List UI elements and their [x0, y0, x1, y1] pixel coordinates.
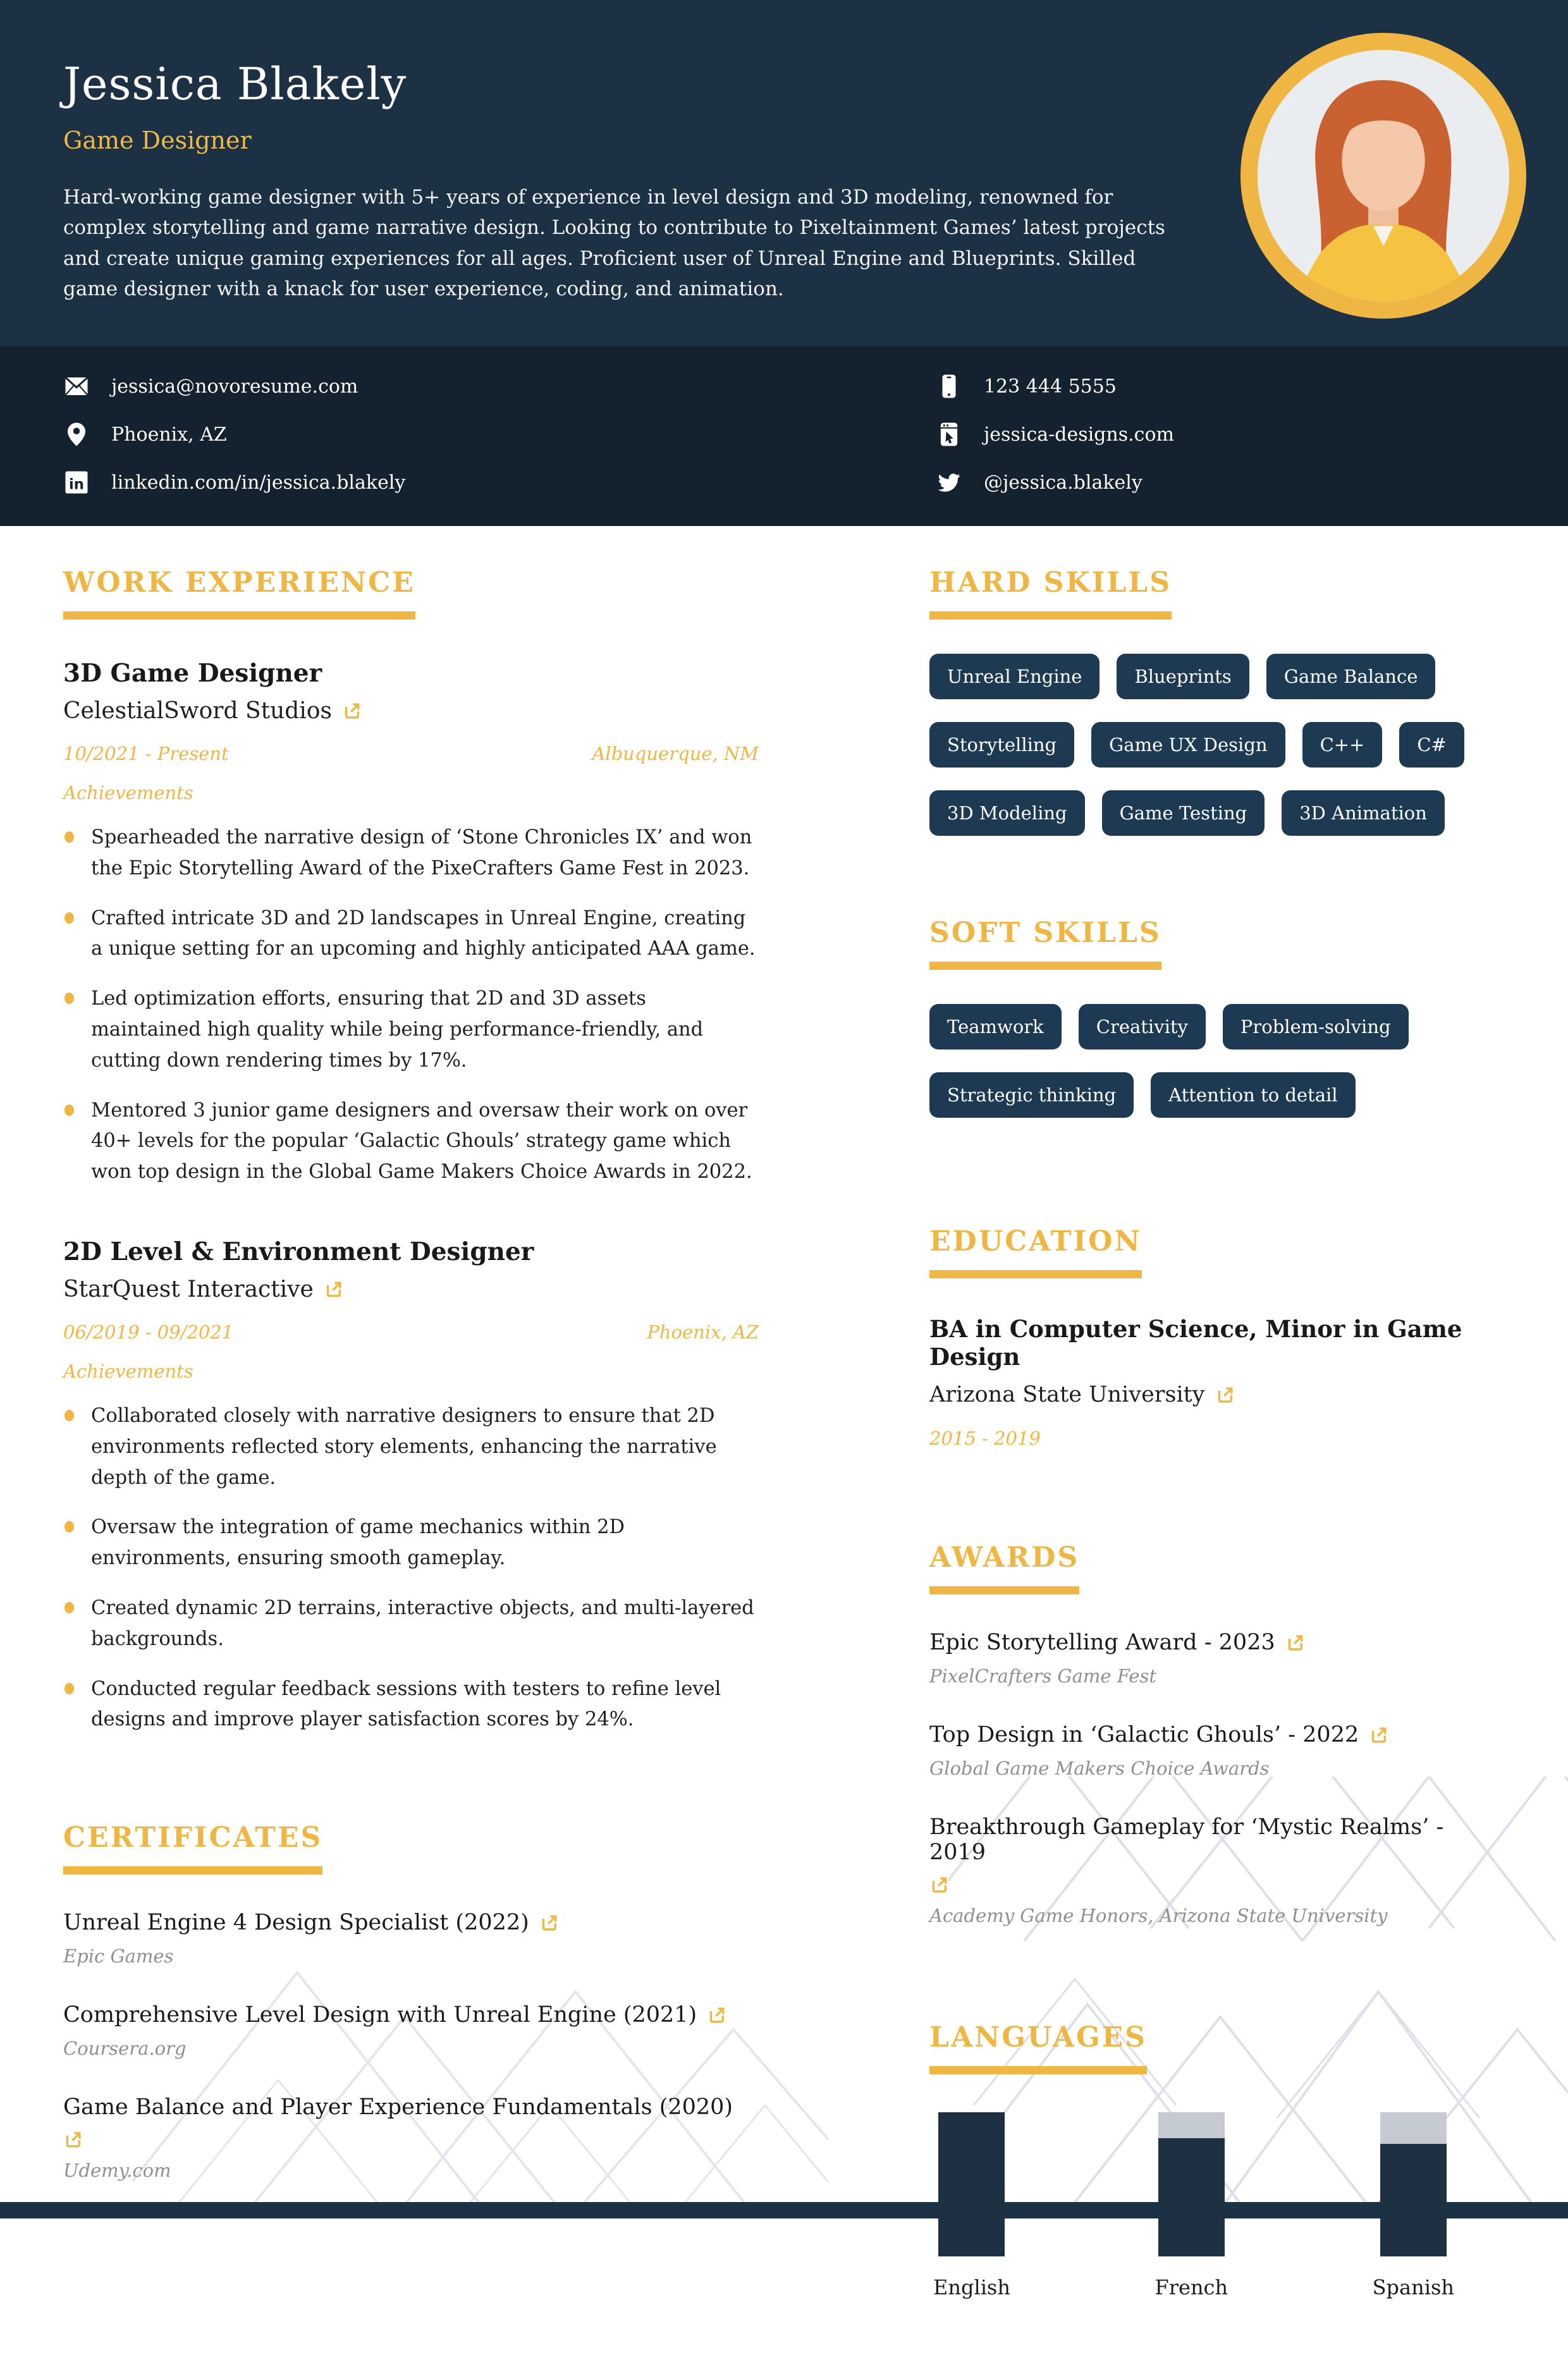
section-certificates: [63, 1821, 759, 2181]
achievement-item: Mentored 3 junior game designers and oversaw their work on over 40+ levels for the popular ‘Galactic Ghouls’ strategy game which won top design in the Global Game Makers Choice Awards in 2022.: [63, 1096, 759, 1188]
header: [0, 0, 1568, 346]
award-name: Top Design in ‘Galactic Ghouls’ - 2022: [929, 1722, 1359, 1747]
education-title: EDUCATION: [929, 1225, 1142, 1278]
profile-summary: Hard-working game designer with 5+ years of experience in level design and 3D modeling, renowned for complex storytelling and game narrative design. Looking to contribute to Pixeltainment Games’ latest projects and create unique gaming experiences for all ages. Proficient user of Unreal Engine and Blueprints. Skilled game designer with a knack for user experience, coding, and animation.: [63, 186, 1165, 301]
skill-tag: Game Balance: [1266, 654, 1436, 699]
person-name: Jessica Blakely: [63, 58, 407, 110]
contact-phone-text: 123 444 5555: [984, 375, 1117, 398]
svg-text:in: in: [69, 476, 84, 493]
achievements-list: [63, 823, 759, 1188]
award-org: Academy Game Honors, Arizona State University: [929, 1905, 1388, 1926]
skill-tag: Storytelling: [929, 722, 1074, 768]
twitter-icon: [936, 469, 962, 496]
skill-tag: Unreal Engine: [929, 654, 1099, 699]
certificate-name: Game Balance and Player Experience Fundamentals (2020): [63, 2095, 733, 2120]
job-location: Phoenix, AZ: [647, 1321, 759, 1343]
job-title: 3D Game Designer: [63, 659, 322, 688]
contact-twitter-text: @jessica.blakely: [984, 471, 1142, 494]
job-dates: 10/2021 - Present: [63, 743, 229, 764]
contact-linkedin-text: linkedin.com/in/jessica.blakely: [111, 471, 406, 494]
external-link-icon[interactable]: [324, 1280, 343, 1299]
map-pin-icon: [63, 421, 90, 448]
profile-photo: [1240, 33, 1526, 319]
skill-tag: Game UX Design: [1091, 722, 1285, 768]
contact-linkedin[interactable]: [63, 469, 936, 496]
achievements-list: [63, 1401, 759, 1735]
skill-tag: Problem-solving: [1223, 1004, 1409, 1049]
certificate-issuer: Udemy.com: [63, 2160, 171, 2182]
job-entry: [63, 659, 759, 1188]
company-name: StarQuest Interactive: [63, 1276, 314, 1302]
award-org: PixelCrafters Game Fest: [929, 1665, 1157, 1687]
contact-column-right: [936, 373, 1505, 496]
contact-twitter[interactable]: [936, 469, 1505, 496]
section-work-experience: [63, 566, 759, 1735]
achievements-label: Achievements: [63, 782, 193, 804]
company-name: CelestialSword Studios: [63, 698, 332, 724]
achievement-item: Collaborated closely with narrative designers to ensure that 2D environments reflected story elements, enhancing the narrative depth of the game.: [63, 1401, 759, 1493]
awards-title: AWARDS: [929, 1541, 1079, 1594]
language-bar-english: [938, 2112, 1005, 2256]
languages-title: LANGUAGES: [929, 2021, 1147, 2074]
skill-tag: Teamwork: [929, 1004, 1062, 1049]
contact-location: [63, 421, 936, 448]
award-name: Epic Storytelling Award - 2023: [929, 1630, 1275, 1655]
job-dates: 06/2019 - 09/2021: [63, 1321, 234, 1343]
achievement-item: Spearheaded the narrative design of ‘Stone Chronicles IX’ and won the Epic Storytelling Award of the PixeCrafters Game Fest in 2023.: [63, 823, 759, 884]
certificate-entry: [63, 2095, 759, 2181]
certificate-issuer: Epic Games: [63, 1945, 174, 1967]
person-job-title: Game Designer: [63, 126, 252, 154]
certificate-name: Unreal Engine 4 Design Specialist (2022): [63, 1910, 529, 1936]
avatar-illustration: [1258, 50, 1509, 302]
section-hard-skills: [929, 566, 1505, 836]
certificate-issuer: Coursera.org: [63, 2038, 187, 2060]
external-link-icon[interactable]: [539, 1913, 559, 1933]
contact-email[interactable]: [63, 373, 936, 400]
mobile-phone-icon: [936, 373, 962, 400]
language-bar-spanish: [1380, 2112, 1447, 2256]
envelope-icon: [63, 373, 90, 400]
section-awards: [929, 1541, 1505, 1926]
work-experience-title: WORK EXPERIENCE: [63, 566, 415, 620]
skill-tag: C++: [1302, 722, 1383, 768]
job-location: Albuquerque, NM: [592, 743, 759, 764]
contact-email-text: jessica@novoresume.com: [111, 375, 358, 398]
degree-name: BA in Computer Science, Minor in Game Design: [929, 1315, 1462, 1371]
soft-skills-title: SOFT SKILLS: [929, 917, 1161, 970]
achievement-item: Crafted intricate 3D and 2D landscapes in Unreal Engine, creating a unique setting for an upcoming and highly anticipated AAA game.: [63, 903, 759, 965]
skill-tag: C#: [1399, 722, 1464, 768]
right-column: [929, 566, 1505, 2374]
award-org: Global Game Makers Choice Awards: [929, 1758, 1270, 1779]
website-icon: [936, 421, 962, 448]
main-content: [0, 526, 1568, 2374]
education-years: 2015 - 2019: [929, 1428, 1041, 1449]
skill-tag: Strategic thinking: [929, 1072, 1134, 1118]
language-label: Spanish: [1372, 2275, 1454, 2299]
skill-tag: Creativity: [1079, 1004, 1206, 1049]
footer-bar: [0, 2202, 1568, 2218]
section-education: [929, 1225, 1505, 1449]
job-entry: [63, 1237, 759, 1735]
language-label: French: [1155, 2275, 1228, 2299]
left-column: [63, 566, 759, 2374]
language-bar-french: [1158, 2112, 1225, 2256]
external-link-icon[interactable]: [342, 701, 362, 721]
linkedin-icon: [63, 469, 90, 496]
certificates-title: CERTIFICATES: [63, 1821, 322, 1875]
award-name: Breakthrough Gameplay for ‘Mystic Realms’ - 2019: [929, 1814, 1444, 1865]
award-entry: [929, 1630, 1505, 1687]
language-label: English: [933, 2275, 1010, 2299]
skill-tag: 3D Modeling: [929, 790, 1085, 836]
contact-bar: [0, 346, 1568, 526]
external-link-icon[interactable]: [63, 2130, 83, 2150]
skill-tag: Game Testing: [1102, 790, 1265, 836]
contact-website[interactable]: [936, 421, 1505, 448]
certificate-name: Comprehensive Level Design with Unreal Engine (2021): [63, 2002, 697, 2028]
contact-location-text: Phoenix, AZ: [111, 423, 227, 446]
section-languages: [929, 2021, 1505, 2299]
contact-column-left: [63, 373, 936, 496]
achievements-label: Achievements: [63, 1360, 193, 1382]
skill-tag: Attention to detail: [1151, 1072, 1355, 1118]
achievement-item: Created dynamic 2D terrains, interactive objects, and multi-layered backgrounds.: [63, 1593, 759, 1655]
achievement-item: Oversaw the integration of game mechanics within 2D environments, ensuring smooth gameplay.: [63, 1512, 759, 1574]
contact-phone: [936, 373, 1505, 400]
external-link-icon[interactable]: [929, 1875, 949, 1895]
certificate-entry: [63, 1910, 759, 1967]
external-link-icon[interactable]: [1369, 1725, 1388, 1745]
achievement-item: Conducted regular feedback sessions with testers to refine level designs and improve player satisfaction scores by 24%.: [63, 1674, 759, 1736]
school-name: Arizona State University: [929, 1382, 1205, 1407]
contact-website-text: jessica-designs.com: [984, 423, 1174, 446]
section-soft-skills: [929, 917, 1505, 1118]
external-link-icon[interactable]: [1215, 1385, 1235, 1405]
skill-tag: Blueprints: [1117, 654, 1249, 699]
hard-skills-title: HARD SKILLS: [929, 566, 1172, 620]
award-entry: [929, 1722, 1505, 1779]
external-link-icon[interactable]: [707, 2005, 726, 2025]
skill-tag: 3D Animation: [1282, 790, 1445, 836]
achievement-item: Led optimization efforts, ensuring that 2D and 3D assets maintained high quality while being performance-friendly, and cutting down rendering times by 17%.: [63, 984, 759, 1076]
certificate-entry: [63, 2002, 759, 2059]
job-title: 2D Level & Environment Designer: [63, 1237, 534, 1266]
external-link-icon[interactable]: [1285, 1633, 1305, 1653]
award-entry: [929, 1814, 1505, 1926]
